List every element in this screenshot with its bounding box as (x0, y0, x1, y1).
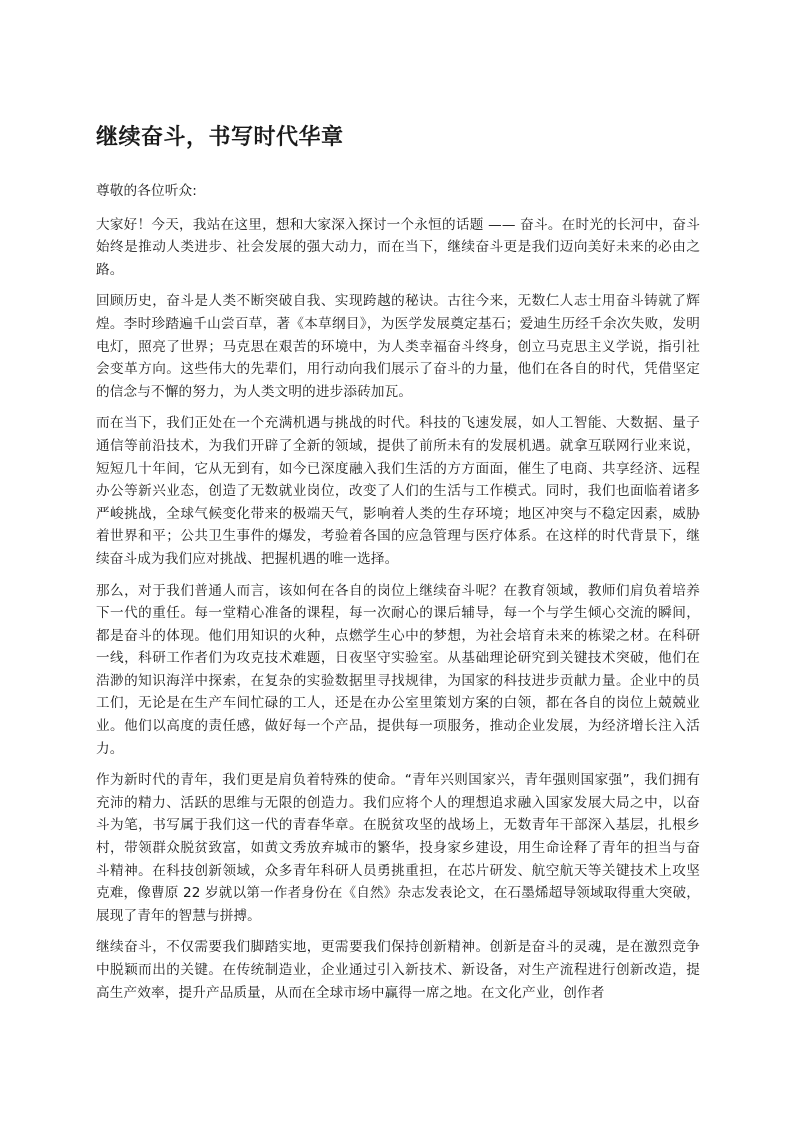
paragraph-ordinary-people: 那么，对于我们普通人而言，该如何在各自的岗位上继续奋斗呢？在教育领域，教师们肩负着培养下一代的重任。每一堂精心准备的课程，每一次耐心的课后辅导，每一个与学生倾心交流的瞬间，都是奋斗的体现。他们用知识的火种，点燃学生心中的梦想，为社会培育未来的栋梁之材。在科研一线，科研工作者们为攻克技术难题，日夜坚守实验室。从基础理论研究到关键技术突破，他们在浩渺的知识海洋中探索，在复杂的实验数据里寻找规律，为国家的科技进步贡献力量。企业中的员工们，无论是在生产车间忙碌的工人，还是在办公室里策划方案的白领，都在各自的岗位上兢兢业业。他们以高度的责任感，做好每一个产品，提供每一项服务，推动企业发展，为经济增长注入活力。 (96, 582, 700, 757)
paragraph-youth: 作为新时代的青年，我们更是肩负着特殊的使命。“青年兴则国家兴，青年强则国家强”，我们拥有充沛的精力、活跃的思维与无限的创造力。我们应将个人的理想追求融入国家发展大局之中，以奋斗为笔，书写属于我们这一代的青春华章。在脱贫攻坚的战场上，无数青年干部深入基层，扎根乡村，带领群众脱贫致富，如黄文秀放弃城市的繁华，投身家乡建设，用生命诠释了青年的担当与奋斗精神。在科技创新领域，众多青年科研人员勇挑重担，在芯片研发、航空航天等关键技术上攻坚克难，像曹原 22 岁就以第一作者身份在《自然》杂志发表论文，在石墨烯超导领域取得重大突破，展现了青年的智慧与拼搏。 (96, 772, 700, 924)
document-page (96, 118, 700, 1013)
paragraph-present: 而在当下，我们正处在一个充满机遇与挑战的时代。科技的飞速发展，如人工智能、大数据、量子通信等前沿技术，为我们开辟了全新的领域，提供了前所未有的发展机遇。就拿互联网行业来说，短短几十年间，它从无到有，如今已深度融入我们生活的方方面面，催生了电商、共享经济、远程办公等新兴业态，创造了无数就业岗位，改变了人们的生活与工作模式。同时，我们也面临着诸多严峻挑战，全球气候变化带来的极端天气，影响着人类的生存环境；地区冲突与不稳定因素，威胁着世界和平；公共卫生事件的爆发，考验着各国的应急管理与医疗体系。在这样的时代背景下，继续奋斗成为我们应对挑战、把握机遇的唯一选择。 (96, 415, 700, 567)
document-title: 继续奋斗，书写时代华章 (96, 125, 344, 150)
paragraph-intro: 大家好！今天，我站在这里，想和大家深入探讨一个永恒的话题 —— 奋斗。在时光的长河中，奋斗始终是推动人类进步、社会发展的强大动力，而在当下，继续奋斗更是我们迈向美好未来的必由之路。 (96, 216, 700, 278)
salutation: 尊敬的各位听众: (96, 183, 197, 199)
paragraph-innovation: 继续奋斗，不仅需要我们脚踏实地，更需要我们保持创新精神。创新是奋斗的灵魂，是在激烈竞争中脱颖而出的关键。在传统制造业，企业通过引入新技术、新设备，对生产流程进行创新改造，提高生产效率，提升产品质量，从而在全球市场中赢得一席之地。在文化产业，创作者 (96, 939, 700, 1001)
paragraph-history: 回顾历史，奋斗是人类不断突破自我、实现跨越的秘诀。古往今来，无数仁人志士用奋斗铸就了辉煌。李时珍踏遍千山尝百草，著《本草纲目》，为医学发展奠定基石；爱迪生历经千余次失败，发明电灯，照亮了世界；马克思在艰苦的环境中，为人类幸福奋斗终身，创立马克思主义学说，指引社会变革方向。这些伟大的先辈们，用行动向我们展示了奋斗的力量，他们在各自的时代，凭借坚定的信念与不懈的努力，为人类文明的进步添砖加瓦。 (96, 293, 700, 400)
